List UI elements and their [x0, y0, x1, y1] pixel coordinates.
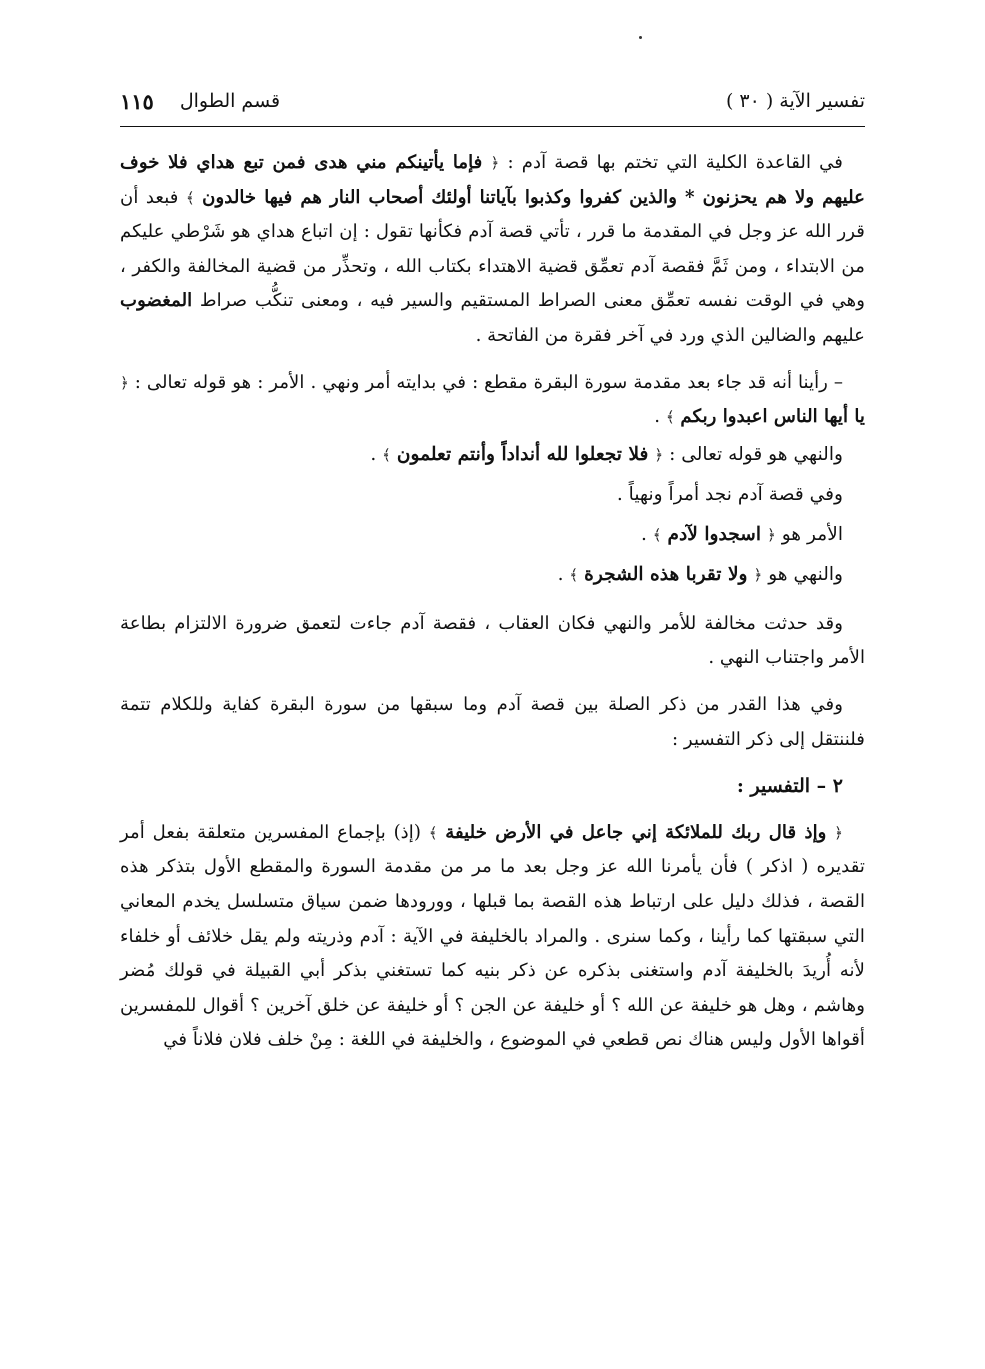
ornament-close: ﴾ — [652, 525, 662, 544]
quran-quote: فلا تجعلوا لله أنداداً وأنتم تعلمون — [396, 443, 649, 465]
ornament-open: ﴿ — [120, 373, 129, 392]
paragraph-1: في القاعدة الكلية التي تختم بها قصة آدم : ﴿ فإما يأتينكم مني هدى فمن تبع هداي فلا خوف عليهم ولا هم يحزنون * والذين كفروا وكذبوا بآياتنا أولئك أصحاب النار هم فيها خالدون ﴾ فبعد أن قرر الله عز وجل في المقدمة ما قرر ، تأتي قصة آدم فكأنها تقول : إن اتباع هداي هو شَرْطي عليكم من الابتداء ، ومن ثَمَّ فقصة آدم تعمِّق قضية الاهتداء بكتاب الله ، وتحذِّر من قضية المخالفة والكفر ، وهي في الوقت نفسه تعمِّق معنى الصراط المستقيم والسير فيه ، ومعنى تنكُّب صراط المغضوب عليهم والضالين الذي ورد في آخر فقرة من الفاتحة . — [120, 152, 865, 346]
quran-quote: فإما يأتينكم مني هدى فمن تبع هداي فلا خوف عليهم ولا هم يحزنون * والذين كفروا وكذبوا بآياتنا أولئك أصحاب النار هم فيها خالدون — [120, 152, 865, 208]
ornament-close: ﴾ — [428, 823, 438, 842]
ornament-close: ﴾ — [382, 445, 391, 464]
paragraph-3: وقد حدثت مخالفة للأمر والنهي فكان العقاب ، فقصة آدم جاءت لتعمق ضرورة الالتزام بطاعة الأمر واجتناب النهي . — [120, 612, 865, 669]
ornament-open: ﴿ — [654, 445, 664, 464]
quran-quote: يا أيها الناس اعبدوا ربكم — [680, 406, 865, 428]
page-body — [120, 146, 865, 1058]
paragraph-2: – رأينا أنه قد جاء بعد مقدمة سورة البقرة مقطع : في بدايته أمر ونهي . الأمر : هو قوله تعالى : ﴿ يا أيها الناس اعبدوا ربكم ﴾ . — [120, 371, 865, 428]
ornament-open: ﴿ — [766, 525, 776, 544]
ornament-close: ﴾ — [665, 408, 675, 427]
section-heading: ٢ – التفسير : — [736, 775, 843, 798]
list-item: الأمر هو ﴿ اسجدوا لآدم ﴾ . — [640, 523, 843, 545]
print-speck — [639, 36, 642, 39]
ornament-close: ﴾ — [185, 188, 195, 207]
quran-quote: ولا تقربا هذه الشجرة — [584, 563, 748, 585]
list-item: وفي قصة آدم نجد أمراً ونهياً . — [616, 483, 843, 505]
quran-quote: وإذ قال ربك للملائكة إني جاعل في الأرض خليفة — [445, 821, 827, 843]
list-item: والنهي هو ﴿ ولا تقربا هذه الشجرة ﴾ . — [557, 563, 843, 585]
header-section: قسم الطوال — [179, 90, 281, 112]
ornament-open: ﴿ — [753, 565, 763, 584]
paragraph-5: ﴿ وإذ قال ربك للملائكة إني جاعل في الأرض خليفة ﴾ (إذ) بإجماع المفسرين متعلقة بفعل أمر تقديره ( اذكر ) فأن يأمرنا الله عز وجل بعد ما مر من مقدمة السورة والمقطع الأول بتذكر هذه القصة ، فذلك دليل على ارتباط هذه القصة بما قبلها ، وورودها ضمن سياق متسلسل يخدم المعاني التي سبقتها كما رأينا ، وكما سنرى . والمراد بالخليفة في الآية : آدم وذريته ولم يقل خلائف أو خلفاء لأنه أُريدَ بالخليفة آدم واستغنى بذكره عن ذكر بنيه كما تستغني بذكر أبي القبيلة في قولك مُضر وهاشم ، وهل هو خليفة عن الله ؟ أو خليفة عن الجن ؟ أو خليفة عن خلق آخرين ؟ أقوال للمفسرين أقواها الأول وليس هناك نص قطعي في الموضوع ، والخليفة في اللغة : مِنْ خلف فلان فلاناً في — [120, 821, 865, 1051]
header-title: تفسير الآية ( ٣٠ ) — [725, 90, 865, 112]
quran-quote: اسجدوا لآدم — [667, 523, 762, 545]
book-page — [120, 0, 865, 1369]
bold-term: المغضوب — [120, 290, 193, 312]
running-header — [120, 86, 865, 116]
header-rule — [120, 126, 865, 127]
paragraph-4: وفي هذا القدر من ذكر الصلة بين قصة آدم وما سبقها من سورة البقرة كفاية وللكلام تتمة فلننتقل إلى ذكر التفسير : — [120, 693, 865, 750]
ornament-close: ﴾ — [569, 565, 579, 584]
page-number: ١١٥ — [120, 88, 154, 114]
ornament-open: ﴿ — [834, 823, 843, 842]
ornament-open: ﴿ — [490, 154, 500, 172]
list-item: والنهي هو قوله تعالى : ﴿ فلا تجعلوا لله أنداداً وأنتم تعلمون ﴾ . — [370, 443, 843, 465]
